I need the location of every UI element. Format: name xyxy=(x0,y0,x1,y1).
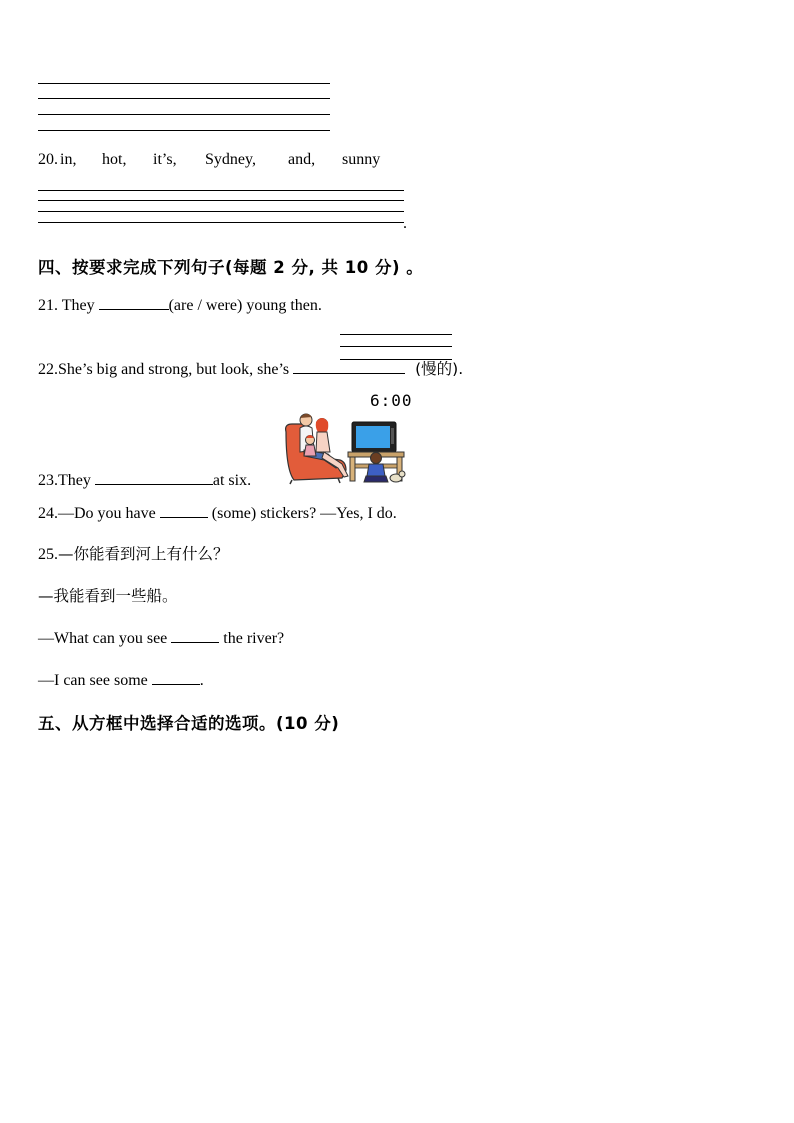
answer-blank[interactable] xyxy=(99,295,169,310)
answer-blank[interactable] xyxy=(160,503,208,518)
section-heading: 四、按要求完成下列句子(每题 2 分, 共 10 分) 。 xyxy=(38,258,424,277)
answer-blank[interactable] xyxy=(152,670,200,685)
section-heading: 五、从方框中选择合适的选项。(10 分) xyxy=(38,714,340,733)
word: sunny xyxy=(342,151,381,168)
chinese-text: —你能看到河上有什么？ xyxy=(58,545,229,563)
question-text: They xyxy=(58,472,95,489)
question-number: 23. xyxy=(38,472,58,489)
answer-line[interactable] xyxy=(38,211,404,212)
answer-blank[interactable] xyxy=(293,359,405,374)
question-text: —I can see some xyxy=(38,672,152,689)
answer-line[interactable] xyxy=(38,190,404,191)
answer-line[interactable] xyxy=(38,130,330,131)
question-number: 25. xyxy=(38,546,58,563)
chinese-hint: (慢的). xyxy=(415,360,464,378)
word: and, xyxy=(288,151,316,168)
question-text: . xyxy=(199,672,204,689)
answer-blank[interactable] xyxy=(95,470,213,485)
word: it’s, xyxy=(153,151,177,168)
question-25-english-answer xyxy=(38,670,204,691)
word: hot, xyxy=(102,151,127,168)
answer-line[interactable] xyxy=(38,200,404,201)
question-text: (some) stickers? —Yes, I do. xyxy=(207,505,397,522)
answer-blank[interactable] xyxy=(171,628,219,643)
question-25-chinese-question xyxy=(38,544,229,565)
answer-line[interactable] xyxy=(38,98,330,99)
question-25-chinese-answer: —我能看到一些船。 xyxy=(38,587,178,605)
question-number: 21 xyxy=(38,297,54,314)
answer-line[interactable] xyxy=(38,114,330,115)
answer-line[interactable] xyxy=(340,346,452,347)
question-25-english-question xyxy=(38,628,284,649)
question-number: 24. xyxy=(38,505,58,522)
question-23 xyxy=(38,470,251,491)
question-number: 22. xyxy=(38,361,58,378)
q20-word-list xyxy=(38,150,418,172)
question-text: the river? xyxy=(219,630,285,647)
answer-line[interactable] xyxy=(38,83,330,84)
question-22 xyxy=(38,359,463,380)
question-text: —What can you see xyxy=(38,630,172,647)
question-text: (are / were) young then. xyxy=(168,297,322,314)
question-number: 20. xyxy=(38,151,58,168)
question-21 xyxy=(38,295,322,316)
answer-line[interactable] xyxy=(340,334,452,335)
word: Sydney, xyxy=(205,151,256,168)
answer-line[interactable] xyxy=(38,222,404,223)
question-text: at six. xyxy=(212,472,252,489)
end-mark: . xyxy=(403,215,407,232)
question-text: She’s big and strong, but look, she’s xyxy=(58,361,294,378)
question-24 xyxy=(38,503,397,524)
question-text: —Do you have xyxy=(58,505,160,522)
word: in, xyxy=(60,151,77,168)
clock-time: 6:00 xyxy=(370,391,413,410)
family-watching-tv-illustration xyxy=(280,410,410,485)
question-text: . They xyxy=(54,297,99,314)
